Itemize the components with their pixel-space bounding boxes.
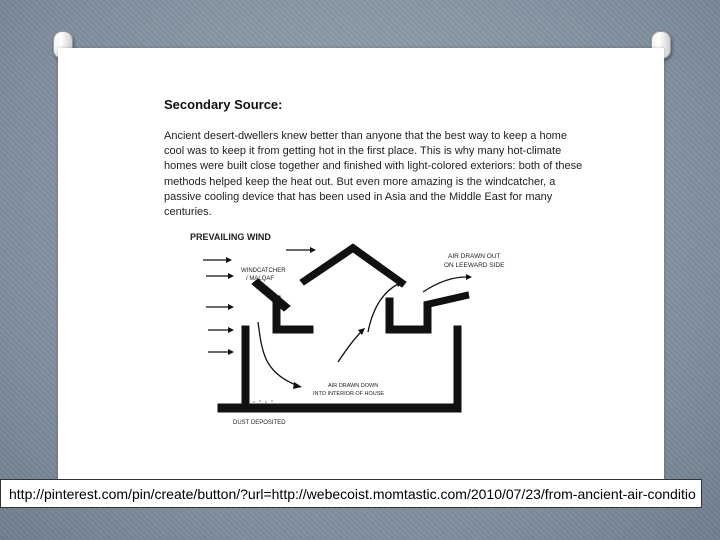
label-air-down-1: AIR DRAWN DOWN	[328, 383, 379, 389]
dust-dot	[253, 401, 255, 403]
house-floor	[218, 404, 458, 412]
label-air-down-2: INTO INTERIOR OF HOUSE	[313, 391, 385, 397]
diagram-svg	[178, 222, 528, 432]
label-windcatcher-1: WINDCATCHER	[241, 268, 286, 274]
dust-dot	[265, 401, 267, 403]
source-url[interactable]: http://pinterest.com/pin/create/button/?url=http://webecoist.momtastic.com/2010/07/23/from-ancient-air-conditio	[0, 479, 702, 508]
dust-dot	[271, 400, 273, 402]
label-air-out-1: AIR DRAWN OUT	[448, 253, 501, 260]
left-wall	[242, 326, 249, 406]
label-dust: DUST DEPOSITED	[233, 420, 286, 426]
slide-body-text: Ancient desert-dwellers knew better than anyone that the best way to keep a home cool was to keep it from getting hot in the first place. This is why many hot-climate homes were built close together and finished with light-colored exteriors: both of these methods helped keep the heat out. But even more amazing is the windcatcher, a passive cooling device that has been used in Asia and the Middle East for many centuries.	[164, 130, 583, 219]
windcatcher-ledge	[273, 326, 313, 333]
label-air-out-2: ON LEEWARD SIDE	[444, 262, 505, 269]
right-wall	[454, 326, 461, 412]
dust-dot	[259, 400, 261, 402]
windcatcher-diagram	[178, 222, 528, 432]
label-prevailing-wind: PREVAILING WIND	[190, 232, 271, 242]
label-windcatcher-2: / MALQAF	[246, 276, 275, 282]
leeward-ledge	[386, 326, 431, 333]
slide-heading: Secondary Source:	[164, 97, 283, 112]
